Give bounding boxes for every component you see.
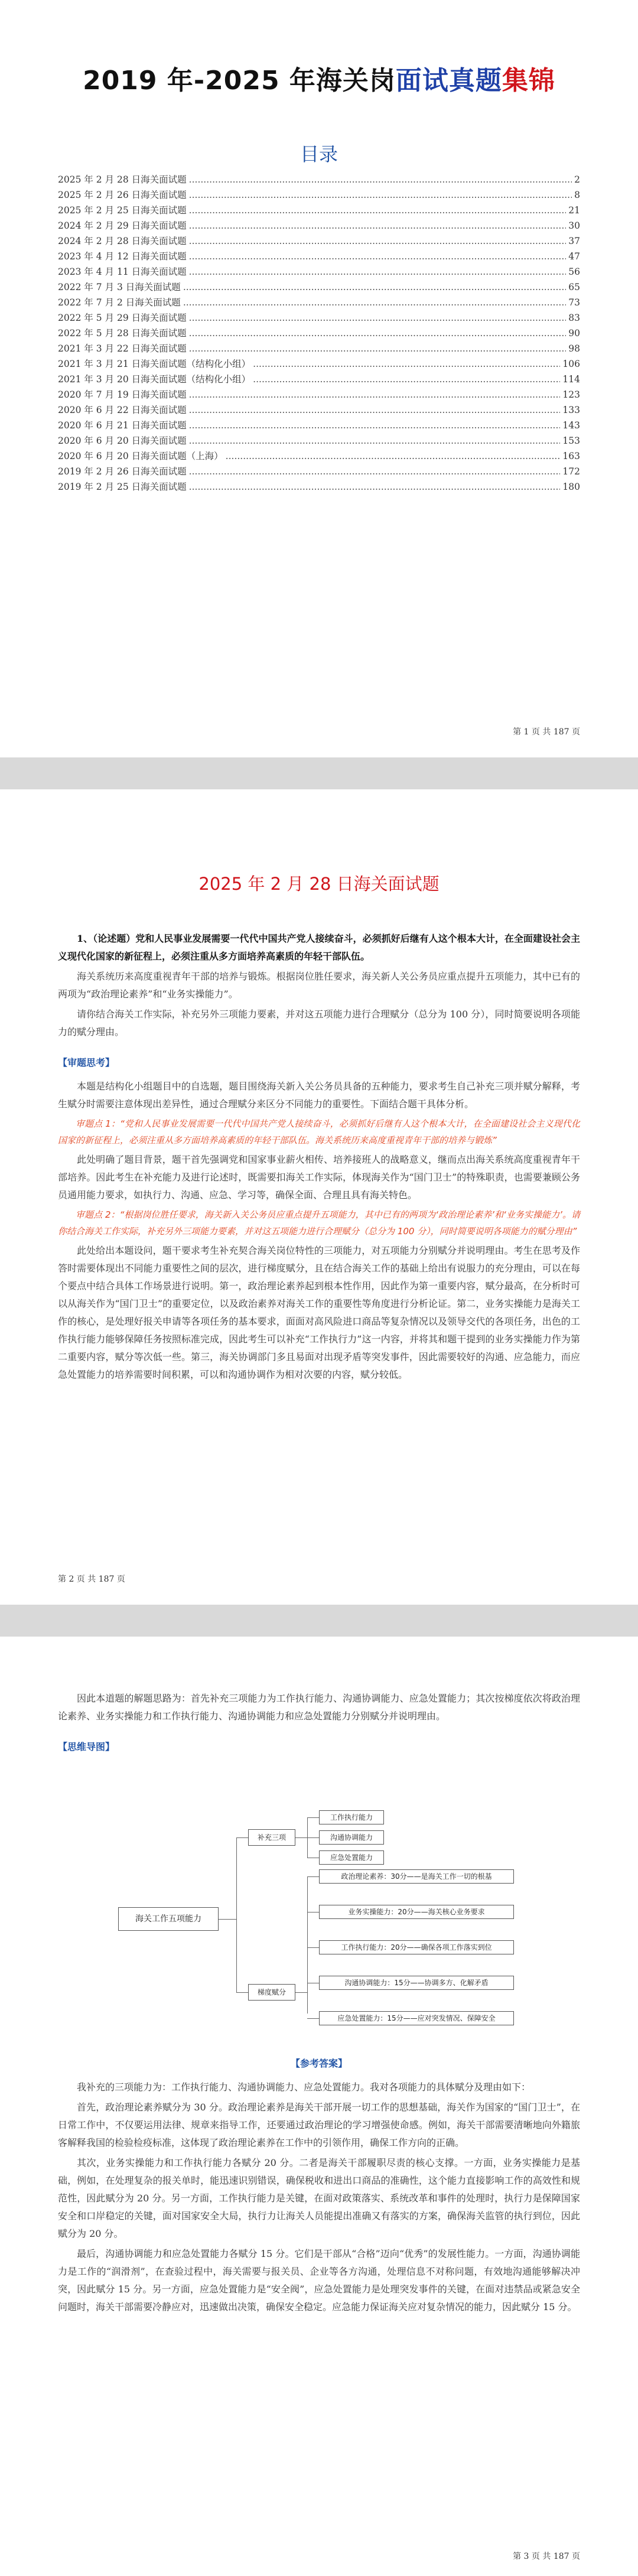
analysis-paragraph: 此处明确了题目背景，题干首先强调党和国家事业薪火相传、培养接班人的战略意义，继而点出海关系统高度重视青年干部培养。因此考生在补充能力及进行论述时，既需要扣海关工作实际，体现海关作为“国门卫士”的特殊职责，也需要兼顾公务员通用能力要求，如执行力、沟通、应急、学习等，确保全面、合理且具有海关特色。: [58, 1154, 580, 1201]
toc-entry[interactable]: [58, 311, 580, 326]
toc-entry-page: 8: [574, 190, 580, 200]
mindmap-connector: [295, 1837, 307, 1838]
toc-entry[interactable]: [58, 449, 580, 464]
toc-entry[interactable]: [58, 388, 580, 403]
toc-entry-page: 106: [562, 359, 580, 369]
toc-entry-page: 90: [568, 328, 580, 339]
toc-entry-page: 47: [568, 251, 580, 262]
toc-leader-dots: [189, 405, 561, 415]
question-paragraph: 请你结合海关工作实际，补充另外三项能力要素，并对这五项能力进行合理赋分（总分为 100 分），同时简要说明各项能力的赋分理由。: [58, 1009, 580, 1037]
mindmap-connector: [236, 1837, 248, 1838]
toc-entry-page: 56: [568, 266, 580, 277]
toc-entry[interactable]: [58, 234, 580, 249]
mindmap-leaf: 应急处置能力: [319, 1850, 384, 1865]
question-text: 1、（论述题）党和人民事业发展需要一代代中国共产党人接续奋斗，必须抓好后继有人这个根本大计，在全面建设社会主义现代化国家的新征程上，必须注重从多方面培养高素质的年轻干部队伍。: [58, 933, 580, 962]
toc-entry[interactable]: [58, 372, 580, 388]
toc-entry[interactable]: [58, 249, 580, 265]
toc-entry-title: 2023 年 4 月 11 日海关面试题: [58, 266, 187, 277]
toc-entry-page: 163: [562, 451, 580, 461]
mindmap-leaf: 工作执行能力：20分——确保各项工作落实到位: [319, 1940, 514, 1954]
answer-paragraph: 首先，政治理论素养赋分为 30 分。政治理论素养是海关干部开展一切工作的思想基础，海关作为国家的“国门卫士”，在日常工作中，不仅要运用法律、规章来指导工作，还要通过政治理论的学习增强使命感。例如，海关干部需要清晰地向外籍旅客解释我国的检验检疫标准，这体现了政治理论素养在工作中的引领作用，确保工作方向的正确。: [58, 2102, 580, 2148]
mindmap-leaf: 业务实操能力：20分——海关核心业务要求: [319, 1905, 514, 1919]
table-of-contents: [58, 173, 580, 495]
answer-paragraph: 我补充的三项能力为：工作执行能力、沟通协调能力、应急处置能力。我对各项能力的具体赋分及理由如下：: [77, 2081, 531, 2093]
toc-entry[interactable]: [58, 173, 580, 188]
toc-entry[interactable]: [58, 403, 580, 418]
page3-answer: [58, 2044, 580, 2318]
toc-entry-page: 65: [568, 282, 580, 292]
toc-entry-title: 2025 年 2 月 28 日海关面试题: [58, 174, 187, 185]
toc-leader-dots: [189, 174, 572, 185]
mindmap-connector: [219, 1919, 236, 1920]
toc-entry[interactable]: [58, 280, 580, 295]
mindmap-branch: 补充三项: [248, 1829, 295, 1846]
toc-entry-title: 2021 年 3 月 20 日海关面试题（结构化小组）: [58, 374, 251, 385]
toc-leader-dots: [189, 466, 561, 477]
toc-entry-title: 2022 年 7 月 3 日海关面试题: [58, 282, 181, 292]
review-point: 审题点 1：“党和人民事业发展需要一代代中国共产党人接续奋斗，必须抓好后继有人这个根本大计，在全面建设社会主义现代化国家的新征程上，必须注重从多方面培养高素质的年轻干部队伍。海关系统历来高度重视青年干部的培养与锻炼”: [58, 1118, 580, 1146]
mindmap-connector: [236, 1992, 248, 1993]
toc-entry-page: 21: [568, 205, 580, 216]
section-title: 2025 年 2 月 28 日海关面试题: [198, 874, 440, 894]
toc-leader-dots: [183, 297, 566, 308]
toc-entry-page: 2: [574, 174, 580, 185]
page-number: 第 1 页 共 187 页: [513, 727, 580, 737]
section-tag-answer: 【参考答案】: [290, 2058, 347, 2069]
mindmap-leaf: 工作执行能力: [319, 1810, 384, 1824]
toc-leader-dots: [189, 251, 567, 262]
toc-entry-page: 133: [562, 405, 580, 415]
mindmap-branch: 梯度赋分: [248, 1984, 295, 2001]
document-title: 2019 年-2025 年海关岗面试真题集锦: [83, 66, 555, 96]
toc-leader-dots: [189, 236, 567, 246]
toc-entry-page: 30: [568, 220, 580, 231]
toc-entry-title: 2022 年 5 月 29 日海关面试题: [58, 313, 187, 323]
toc-entry-page: 37: [568, 236, 580, 246]
toc-leader-dots: [189, 205, 567, 216]
toc-entry[interactable]: [58, 341, 580, 357]
toc-entry[interactable]: [58, 357, 580, 372]
toc-entry[interactable]: [58, 203, 580, 219]
toc-entry-page: 98: [568, 343, 580, 354]
toc-entry[interactable]: [58, 480, 580, 495]
toc-entry-title: 2022 年 7 月 2 日海关面试题: [58, 297, 181, 308]
mindmap-leaf: 沟通协调能力: [319, 1830, 384, 1845]
page-3: [0, 1637, 638, 2576]
page2-body: [58, 930, 580, 1386]
page-number: 第 3 页 共 187 页: [513, 2552, 580, 2561]
review-point: 审题点 2：“根据岗位胜任要求，海关新入关公务员应重点提升五项能力，其中已有的两项为‘政治理论素养’和‘业务实操能力’。请你结合海关工作实际，补充另外三项能力要素，并对这五项能力进行合理赋分（总分为 100 分），同时简要说明各项能力的赋分理由”: [58, 1209, 580, 1237]
mindmap-connector: [307, 1837, 319, 1838]
toc-entry[interactable]: [58, 265, 580, 280]
toc-entry-page: 172: [562, 466, 580, 477]
toc-leader-dots: [189, 266, 567, 277]
page3-intro: [58, 1690, 580, 1762]
toc-leader-dots: [189, 220, 567, 231]
toc-leader-dots: [189, 435, 561, 446]
page-number: 第 2 页 共 187 页: [58, 1575, 125, 1584]
toc-leader-dots: [189, 482, 561, 492]
page-2: [0, 789, 638, 1605]
mindmap-connector: [307, 1912, 319, 1913]
intro-paragraph: 因此本道题的解题思路为：首先补充三项能力为工作执行能力、沟通协调能力、应急处置能力；其次按梯度依次将政治理论素养、业务实操能力和工作执行能力、沟通协调能力和应急处置能力分别赋分并说明理由。: [58, 1693, 580, 1722]
toc-entry[interactable]: [58, 219, 580, 234]
mindmap-connector: [295, 1992, 307, 1993]
toc-entry-title: 2021 年 3 月 22 日海关面试题: [58, 343, 187, 354]
toc-leader-dots: [226, 451, 561, 461]
toc-entry[interactable]: [58, 188, 580, 203]
analysis-paragraph: 此处给出本题设问，题干要求考生补充契合海关岗位特性的三项能力，对五项能力分别赋分并说明理由。考生在思考及作答时需要体现出不同能力重要性之间的层次，进行梯度赋分，且在结合海关工作的基础上给出有说服力的充分理由，可以在每个要点中结合具体工作场景进行说明。第一，政治理论素养起到根本性作用，因此作为第一重要内容，赋分最高，在分析时可以从海关作为“国门卫士”的重要定位，以及政治素养对海关工作的重要性等角度进行分析论证。第二，业务实操能力是海关工作的核心，是处理好报关申请等各项任务的基本要求，面面对高风险进口商品等复杂情况以及领导交代的各项任务，出色的工作执行能力能够保障任务按照标准完成，因此考生可以补充“工作执行力”这一内容，并将其和题干提到的业务实操能力作为第二重要内容，赋分等次低一些。第三，海关协调部门多且易面对出现矛盾等突发事件，因此需要较好的沟通、应急能力，而应急处置能力的培养需要时间积累，可以和沟通协调作为相对次要的内容，赋分较低。: [58, 1245, 580, 1380]
toc-entry-page: 143: [562, 420, 580, 431]
toc-leader-dots: [253, 359, 560, 369]
mindmap-leaf: 应急处置能力：15分——应对突发情况、保障安全: [319, 2011, 514, 2025]
mindmap-connector: [307, 1947, 319, 1948]
toc-entry-title: 2024 年 2 月 28 日海关面试题: [58, 236, 187, 246]
toc-entry-title: 2024 年 2 月 29 日海关面试题: [58, 220, 187, 231]
toc-entry-title: 2025 年 2 月 25 日海关面试题: [58, 205, 187, 216]
title-highlight-blue: 面试真题: [395, 66, 502, 96]
toc-leader-dots: [189, 420, 561, 431]
toc-leader-dots: [189, 190, 572, 200]
mindmap-connector: [236, 1837, 237, 1992]
toc-heading: 目录: [300, 143, 338, 165]
toc-entry-page: 73: [568, 297, 580, 308]
answer-paragraph: 最后，沟通协调能力和应急处置能力各赋分 15 分。它们是干部从“合格”迈向“优秀”的发展性能力。一方面，沟通协调能力是工作的“润滑剂”，在查验过程中，海关需要与报关员、企业等各方沟通，处理信息不对称问题，有效地沟通能够解决冲突，因此赋分 15 分。另一方面，应急处置能力是“安全阀”，应急处置能力是处理突发事件的关键，在面对违禁品或紧急安全问题时，海关干部需要冷静应对，迅速做出决策，确保安全稳定。应急能力保证海关应对复杂情况的能力，因此赋分 15 分。: [58, 2248, 580, 2312]
page-1: [0, 0, 638, 757]
toc-entry-title: 2025 年 2 月 26 日海关面试题: [58, 190, 187, 200]
section-tag-analysis: 【审题思考】: [58, 1057, 115, 1068]
toc-entry-page: 83: [568, 313, 580, 323]
toc-entry-title: 2019 年 2 月 26 日海关面试题: [58, 466, 187, 477]
mindmap-connector: [307, 1876, 308, 2014]
toc-entry-title: 2020 年 6 月 21 日海关面试题: [58, 420, 187, 431]
toc-entry-page: 123: [562, 389, 580, 400]
answer-paragraph: 其次，业务实操能力和工作执行能力各赋分 20 分。二者是海关干部履职尽责的核心支撑。一方面，业务实操能力是基础，例如，在处理复杂的报关单时，能迅速识别错误，确保税收和进出口商品的准确性，这个能力直接影响工作的高效性和规范性，因此赋分为 20 分。另一方面，工作执行能力是关键，在面对政策落实、系统改革和事件的处理时，执行力是保障国家安全和口岸稳定的关键，面对国家安全大局，执行力让海关人员能提出准确又有落实的方案，确保海关监管的执行到位，因此赋分为 20 分。: [58, 2157, 580, 2239]
mindmap-leaf: 沟通协调能力：15分——协调多方、化解矛盾: [319, 1976, 514, 1990]
toc-entry[interactable]: [58, 326, 580, 341]
toc-entry-page: 114: [562, 374, 580, 385]
toc-leader-dots: [189, 389, 561, 400]
mindmap-connector: [307, 1876, 319, 1877]
section-tag-mindmap: 【思维导图】: [58, 1741, 115, 1752]
title-highlight-red: 集锦: [502, 66, 555, 96]
toc-entry[interactable]: [58, 418, 580, 434]
analysis-paragraph: 本题是结构化小组题目中的自选题，题目围绕海关新入关公务员具备的五种能力，要求考生自己补充三项并赋分解释，考生赋分时需要注意体现出差异性，通过合理赋分来区分不同能力的重要性。下面结合题干具体分析。: [58, 1081, 580, 1110]
toc-leader-dots: [189, 313, 567, 323]
mindmap-leaf: 政治理论素养：30分——是海关工作一切的根基: [319, 1869, 514, 1884]
toc-entry[interactable]: [58, 434, 580, 449]
toc-entry-title: 2022 年 5 月 28 日海关面试题: [58, 328, 187, 339]
toc-entry-title: 2020 年 6 月 22 日海关面试题: [58, 405, 187, 415]
toc-leader-dots: [183, 282, 566, 292]
toc-leader-dots: [253, 374, 560, 385]
mindmap-connector: [307, 2018, 319, 2019]
toc-entry-title: 2019 年 2 月 25 日海关面试题: [58, 482, 187, 492]
mind-map: [118, 1814, 520, 2027]
toc-entry-title: 2020 年 7 月 19 日海关面试题: [58, 389, 187, 400]
toc-entry-title: 2023 年 4 月 12 日海关面试题: [58, 251, 187, 262]
toc-entry-title: 2021 年 3 月 21 日海关面试题（结构化小组）: [58, 359, 251, 369]
question-paragraph: 海关系统历来高度重视青年干部的培养与锻炼。根据岗位胜任要求，海关新人关公务员应重点提升五项能力，其中已有的两项为“政治理论素养”和“业务实操能力”。: [58, 971, 580, 1000]
toc-entry-title: 2020 年 6 月 20 日海关面试题: [58, 435, 187, 446]
toc-entry[interactable]: [58, 464, 580, 480]
toc-leader-dots: [189, 328, 567, 339]
toc-entry-page: 153: [562, 435, 580, 446]
toc-entry[interactable]: [58, 295, 580, 311]
toc-entry-title: 2020 年 6 月 20 日海关面试题（上海）: [58, 451, 223, 461]
mindmap-connector: [307, 1817, 319, 1818]
toc-leader-dots: [189, 343, 567, 354]
mindmap-root: 海关工作五项能力: [118, 1907, 219, 1931]
toc-entry-page: 180: [562, 482, 580, 492]
